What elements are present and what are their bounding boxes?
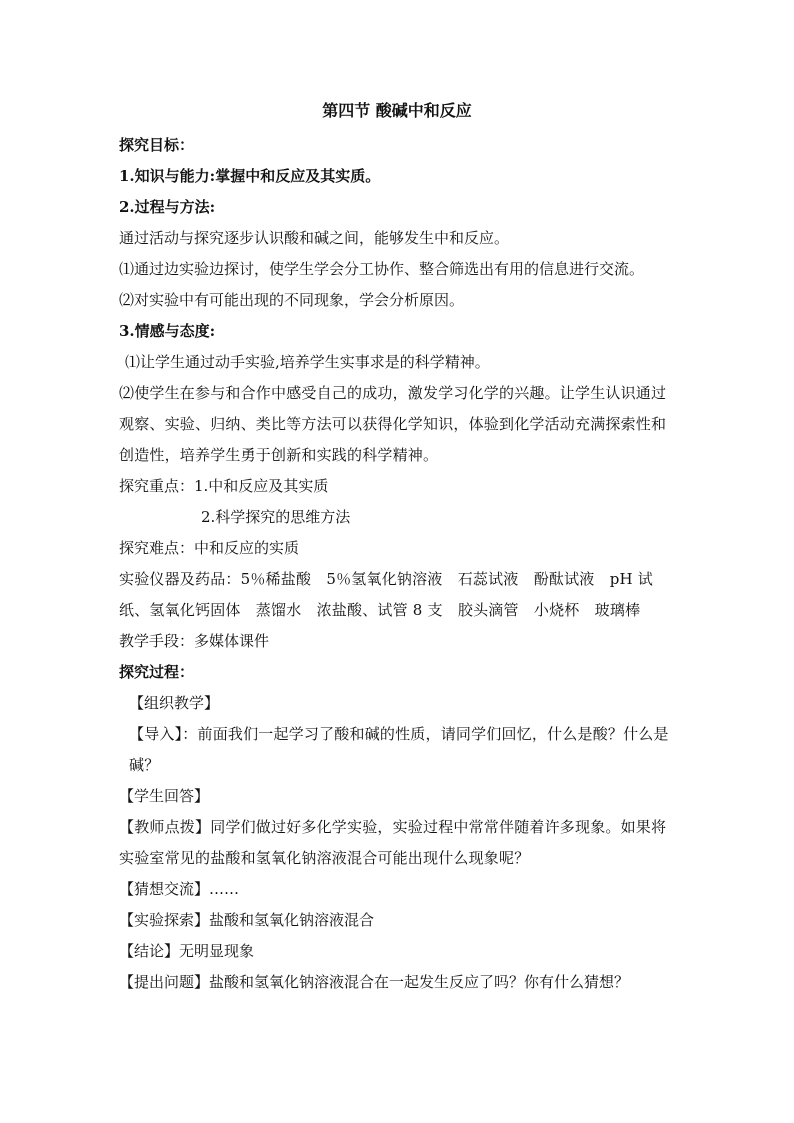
- objective-attitude-heading: 3.情感与态度:: [119, 322, 216, 340]
- experiment-explore: 【实验探索】盐酸和氢氧化钠溶液混合: [119, 911, 375, 929]
- difficulty: 探究难点：中和反应的实质: [119, 539, 300, 557]
- teacher-comment: 【教师点拨】同学们做过好多化学实验，实验过程中常常伴随着许多现象。如果将实验室常见的盐酸和氢氧化钠溶液混合可能出现什么现象呢？: [119, 818, 667, 867]
- page-title: 第四节 酸碱中和反应: [322, 101, 472, 120]
- intro-section: 【导入】：前面我们一起学习了酸和碱的性质，请同学们回忆，什么是酸？什么是碱？: [129, 725, 669, 774]
- question-raised: 【提出问题】盐酸和氢氧化钠溶液混合在一起发生反应了吗？你有什么猜想？: [119, 973, 630, 991]
- conclusion: 【结论】无明显现象: [119, 942, 255, 960]
- key-points-second: 2.科学探究的思维方法: [201, 508, 351, 526]
- document-body: [119, 130, 675, 998]
- student-answer: 【学生回答】: [119, 787, 210, 805]
- objective-process-item-2: ⑵对实验中有可能出现的不同现象，学会分析原因。: [119, 291, 465, 309]
- equipment-list: 实验仪器及药品：5％稀盐酸 5％氢氧化钠溶液 石蕊试液 酚酞试液 pH 试纸、氢氧化钙固体 蒸馏水 浓盐酸、试管 8 支 胶头滴管 小烧杯 玻璃棒: [119, 570, 653, 619]
- organize-teaching: 【组织教学】: [129, 694, 220, 712]
- objective-process-heading: 2.过程与方法:: [119, 198, 216, 216]
- guess-exchange: 【猜想交流】……: [119, 880, 240, 898]
- process-heading: 探究过程：: [119, 663, 195, 681]
- objective-process-text: 通过活动与探究逐步认识酸和碱之间，能够发生中和反应。: [119, 229, 510, 247]
- key-points: 探究重点：1.中和反应及其实质: [119, 477, 329, 495]
- objective-process-item-1: ⑴通过边实验边探讨，使学生学会分工协作、整合筛选出有用的信息进行交流。: [119, 260, 645, 278]
- objective-attitude-item-1: ⑴让学生通过动手实验,培养学生实事求是的科学精神。: [125, 353, 490, 371]
- teaching-means: 教学手段：多媒体课件: [119, 632, 270, 650]
- objective-attitude-item-2: ⑵使学生在参与和合作中感受自己的成功，激发学习化学的兴趣。让学生认识通过观察、实验、归纳、类比等方法可以获得化学知识，体验到化学活动充满探索性和创造性，培养学生勇于创新和实践的科学精神。: [119, 384, 667, 464]
- objectives-heading: 探究目标：: [119, 136, 195, 154]
- objective-knowledge: 1.知识与能力:掌握中和反应及其实质。: [119, 167, 381, 185]
